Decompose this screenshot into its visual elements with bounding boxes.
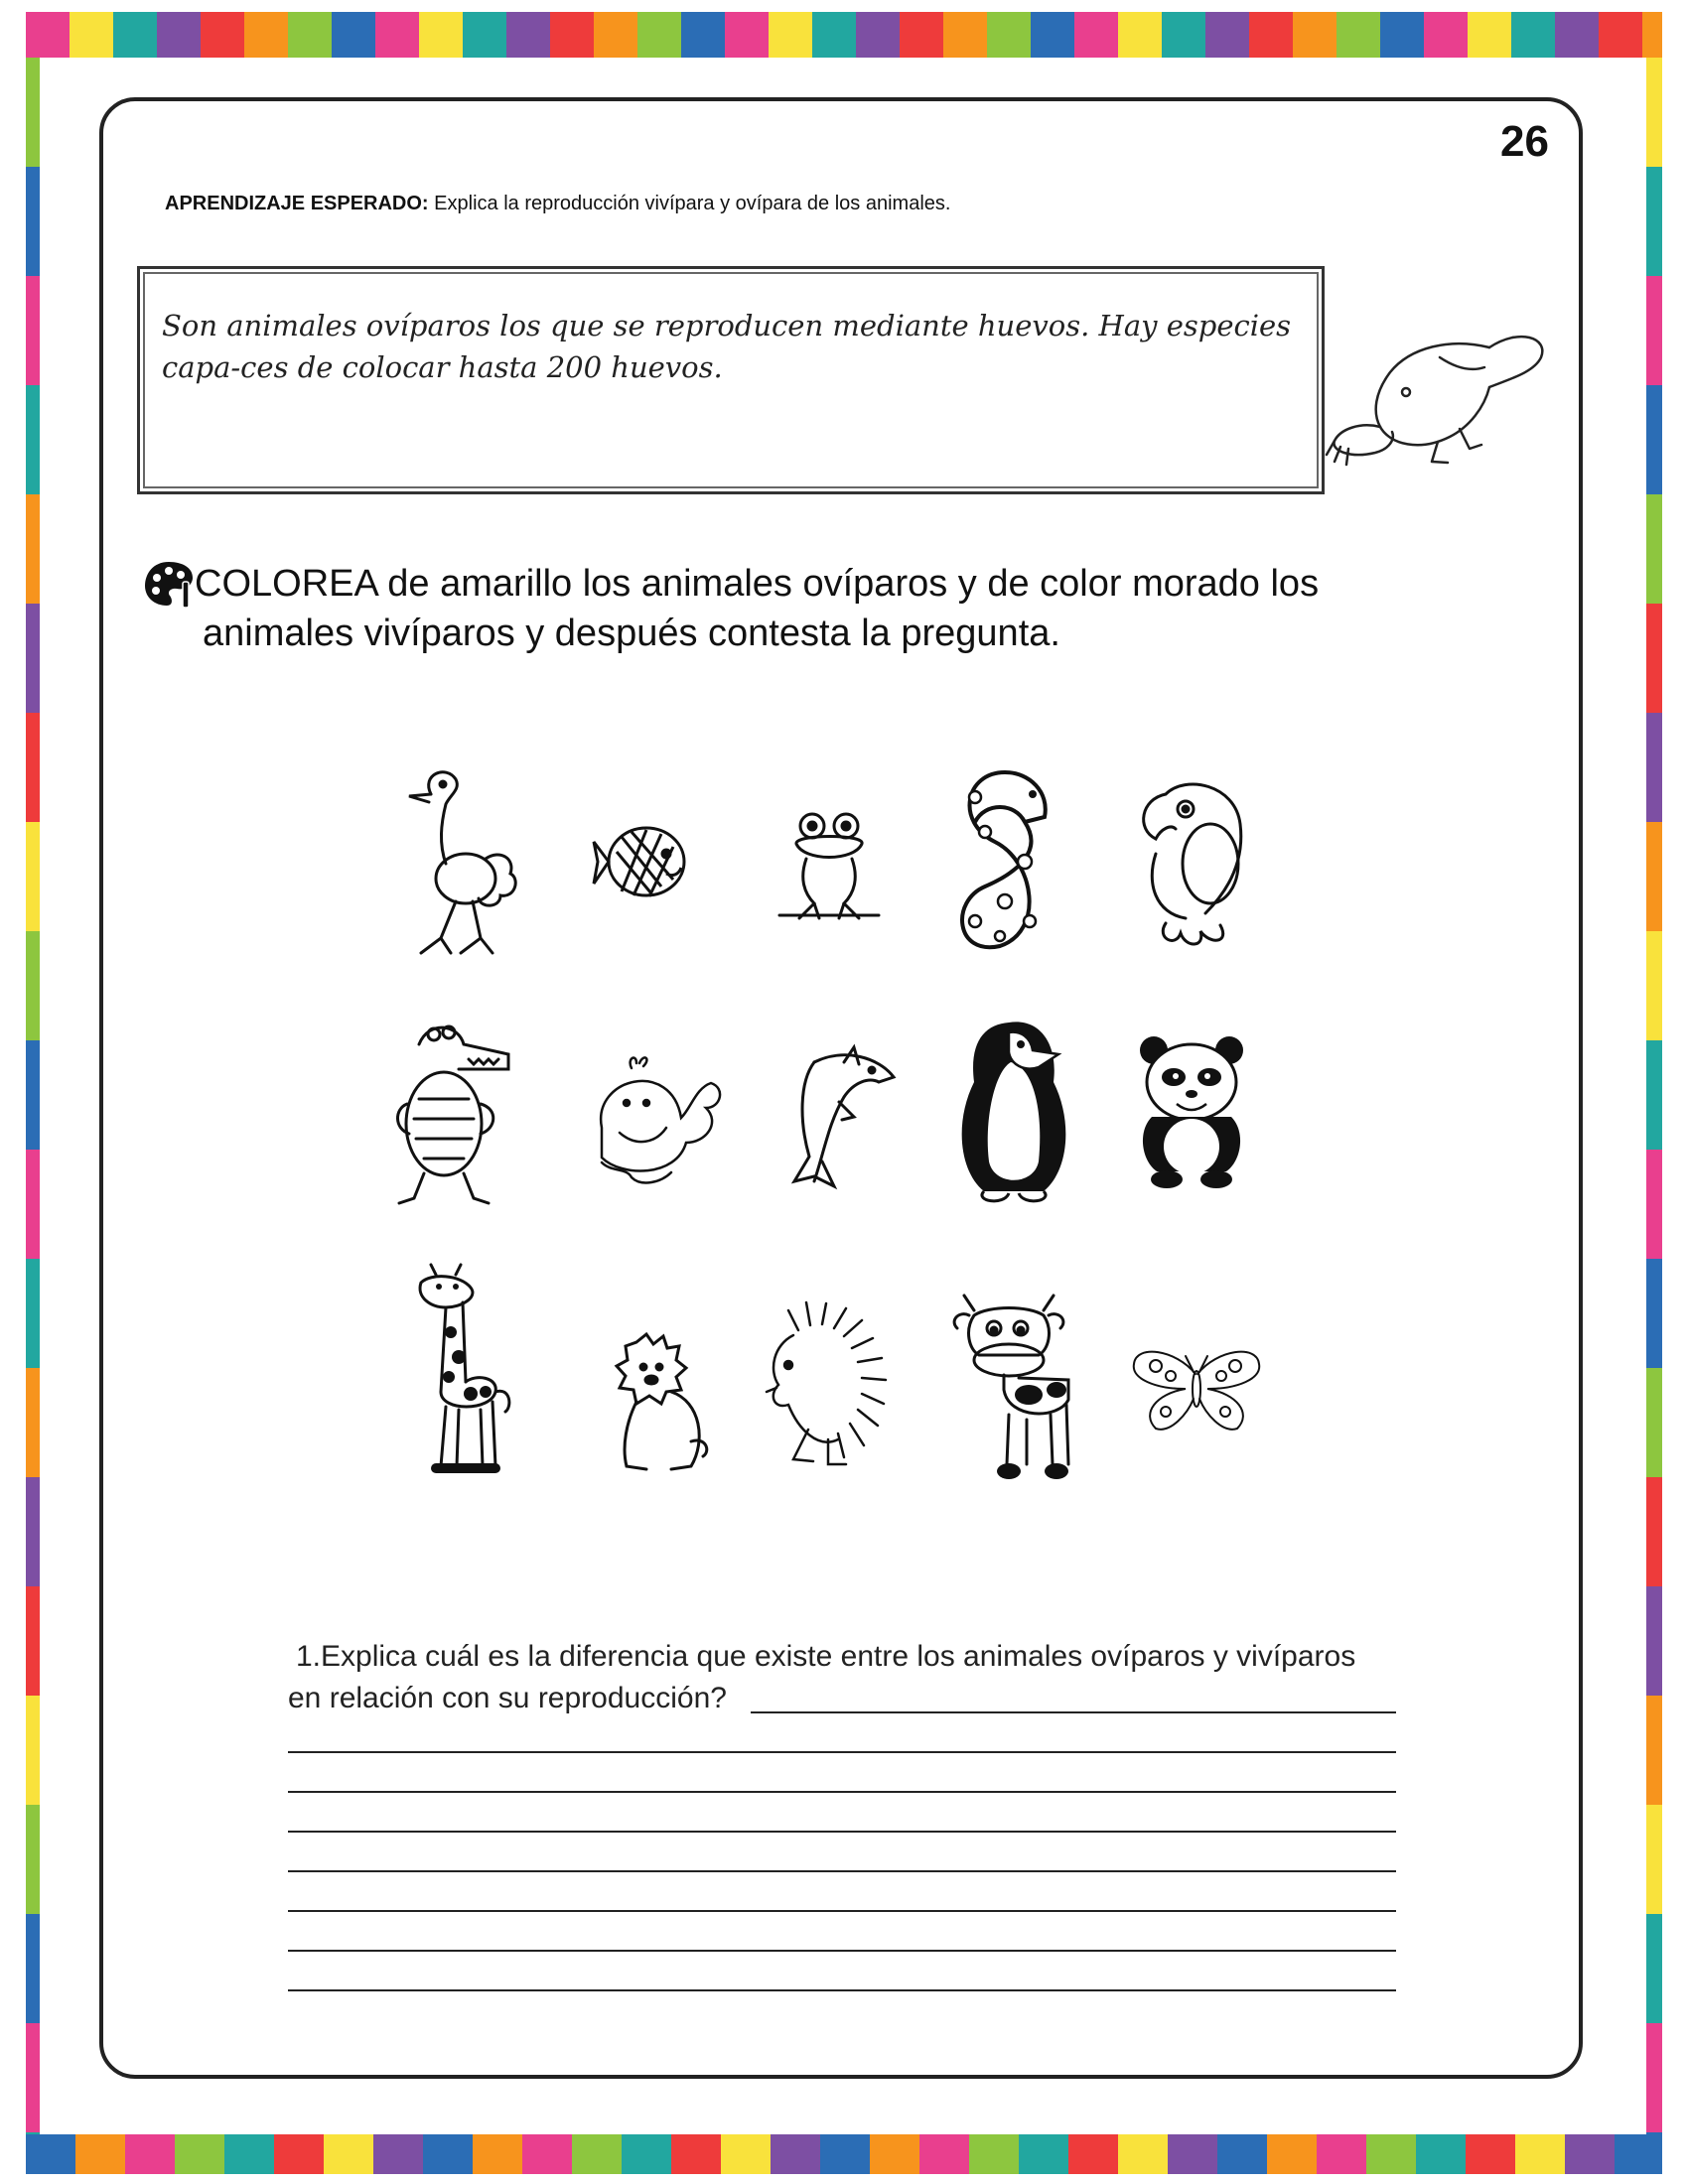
info-box-text: Son animales ovíparos los que se reproducen mediante huevos. Hay especies capa-ces de colocar hasta 200 huevos. [162,309,1292,384]
parrot-icon[interactable] [1126,774,1255,953]
giraffe-icon[interactable] [401,1263,530,1481]
answer-line[interactable] [751,1711,1396,1713]
dolphin-icon[interactable] [784,1042,904,1191]
answer-line[interactable] [288,1751,1396,1753]
answer-line[interactable] [288,1950,1396,1952]
butterfly-icon[interactable] [1126,1344,1265,1433]
penguin-icon[interactable] [949,1013,1078,1211]
instruction-line-1 [143,558,1434,610]
question-1-line-1: 1.Explica cuál es la diferencia que existe entre los animales ovíparos y vivíparos [296,1640,1356,1673]
learning-goal [165,193,950,215]
lion-icon[interactable] [592,1332,721,1481]
answer-line[interactable] [288,1870,1396,1872]
info-box [137,266,1325,494]
instruction-verb: COLOREA [195,563,377,605]
ostrich-icon[interactable] [401,764,530,963]
learning-goal-label: APRENDIZAJE ESPERADO: [165,193,429,214]
instruction-line-1-rest: de amarillo los animales ovíparos y de color morado los [387,563,1320,605]
answer-line[interactable] [288,1791,1396,1793]
instruction [143,558,1434,657]
question-1-line-2: en relación con su reproducción? [288,1682,727,1714]
cow-icon[interactable] [949,1291,1088,1489]
frog-icon[interactable] [774,804,884,923]
whale-icon[interactable] [582,1048,731,1197]
answer-line[interactable] [288,1910,1396,1912]
hedgehog-icon[interactable] [759,1300,898,1479]
answer-line[interactable] [288,1831,1396,1833]
frame-right-border [1646,58,1662,2134]
snake-icon[interactable] [945,762,1064,961]
frame-top-border [26,12,1662,58]
question-1 [288,1636,1400,1719]
instruction-line-2: animales vivíparos y después contesta la pregunta. [203,613,1060,654]
learning-goal-text: Explica la reproducción vivípara y ovípara de los animales. [434,193,951,214]
crocodile-icon[interactable] [389,1015,518,1213]
palette-icon [143,558,195,610]
answer-line[interactable] [288,1989,1396,1991]
frame-bottom-border [26,2134,1662,2174]
panda-icon[interactable] [1132,1032,1251,1191]
platypus-icon [1321,318,1549,477]
frame-left-border [26,58,40,2134]
fish-icon[interactable] [592,812,691,911]
page-number: 26 [1500,117,1549,166]
